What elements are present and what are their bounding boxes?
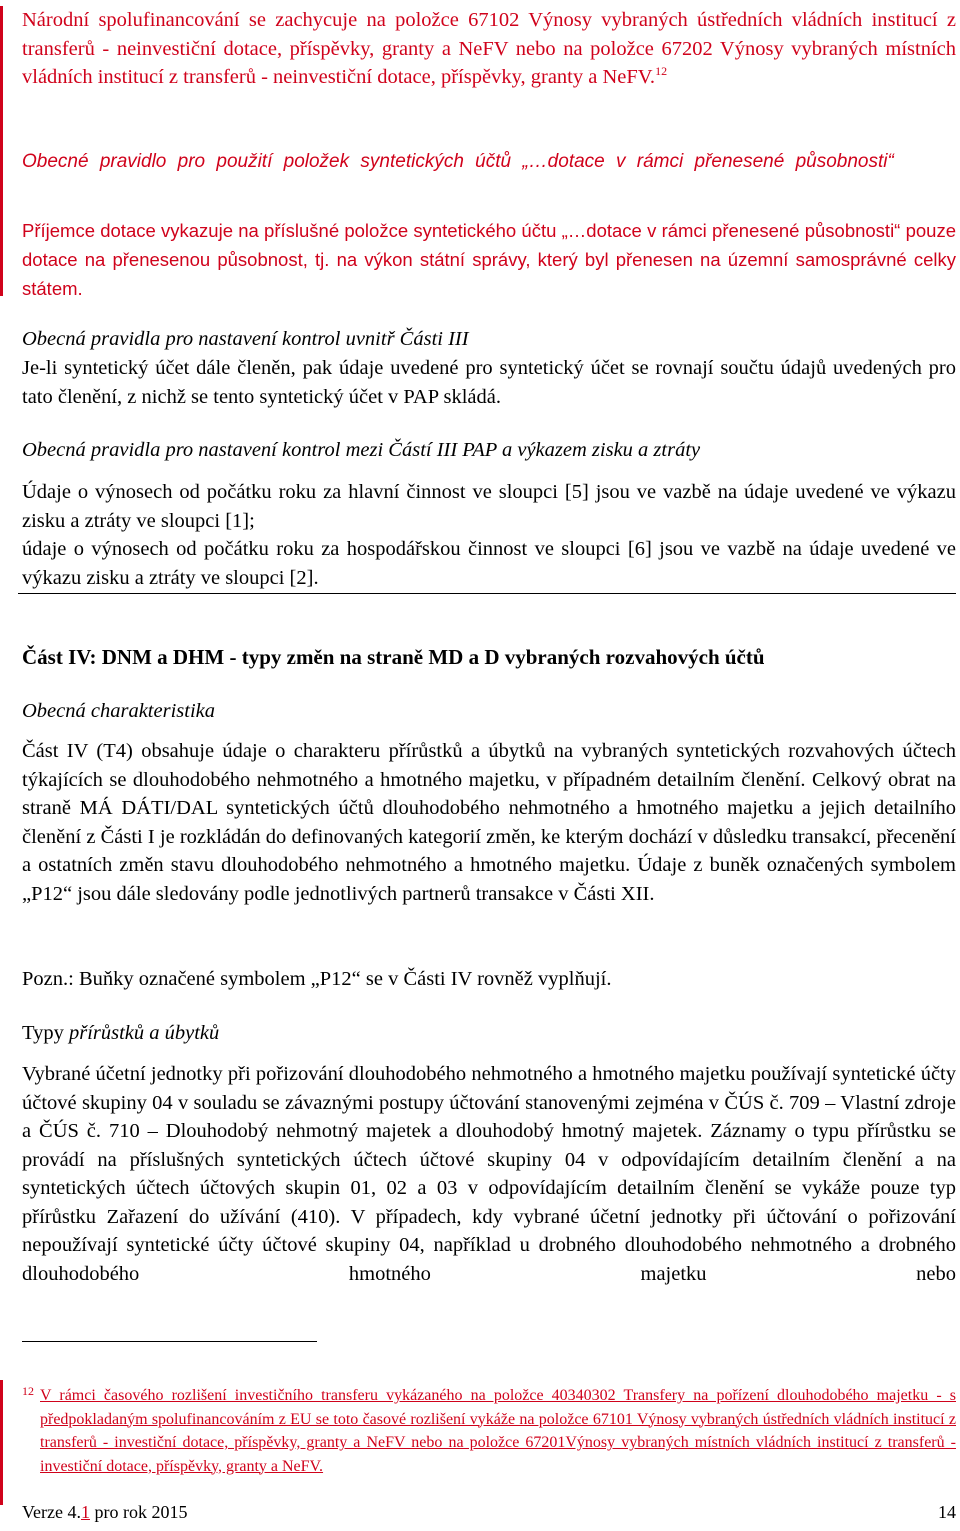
paragraph-national-cofinancing: Národní spolufinancování se zachycuje na položce 67102 Výnosy vybraných ústředních vládních institucí z transferů - neinvestiční dotace, příspěvky, granty a NeFV nebo na položce 67202 Výnosy vybraných místních vládních institucí z transferů - neinvestiční dotace, příspěvky, granty a NeFV.$^{12}$ xyxy=(22,9,956,88)
paragraph-controls-economic: údaje o výnosech od počátku roku za hospodářskou činnost ve sloupci [6] jsou ve vazbě na údaje uvedené ve výkazu zisku a ztráty ve sloupci [2]. xyxy=(22,538,956,589)
revision-bar xyxy=(0,1380,3,1505)
section-divider xyxy=(18,593,956,594)
version-label: Verze 4.1 pro rok 2015 xyxy=(22,1502,188,1522)
paragraph-types: Vybrané účetní jednotky při pořizování dlouhodobého nehmotného a hmotného majetku používají syntetické účty účtové skupiny 04 v souladu se závaznými postupy účtování stanovenými zejména v ČÚS č. 709 – Vlastní zdroje a ČÚS č. 710 – Dlouhodobý nehmotný majetek a dlouhodobý hmotný majetek. Záznamy o typu přírůstku se provádí na příslušných syntetických účtech účtové skupiny 04 v odpovídajícím detailním členění a na syntetických účtech účtových skupin 01, 02 a 03 v odpovídajícím detailním členění se vykáže pouze typ přírůstku Zařazení do užívání (410). V případech, kdy vybrané účetní jednotky při účtování o pořizování nepoužívají syntetické účty účtové skupiny 04, například u drobného dlouhodobého nehmotného a drobného dlouhodobého hmotného majetku nebo xyxy=(22,1063,956,1285)
heading-controls-inside: Obecná pravidla pro nastavení kontrol uvnitř Části III xyxy=(22,328,469,350)
part-iv-title: Část IV: DNM a DHM - typy změn na straně MD a D vybraných rozvahových účtů xyxy=(22,645,765,669)
paragraph-controls-inside: Je-li syntetický účet dále členěn, pak údaje uvedené pro syntetický účet se rovnají součtu údajů uvedených pro tato členění, z nichž se tento syntetický účet v PAP skládá. xyxy=(22,357,956,408)
footnote-text: V rámci časového rozlišení investičního transferu vykázaného na položce 40340302 Transfery na pořízení dlouhodobého majetku - s předpokladaným spolufinancováním z EU se toto časové rozlišení vykáže na položce 67101 Výnosy vybraných ústředních vládních institucí z transferů - investiční dotace, příspěvky, granty a NeFV nebo na položce 67201Výnosy vybraných místních vládních institucí z transferů - investiční dotace, příspěvky, granty a NeFV. xyxy=(40,1387,956,1475)
footnote xyxy=(22,1384,956,1478)
heading-types: Typy přírůstků a úbytků xyxy=(22,1022,220,1044)
footnote-ref[interactable]: 12 xyxy=(655,64,668,79)
paragraph-controls-main: Údaje o výnosech od počátku roku za hlavní činnost ve sloupci [5] jsou ve vazbě na údaje uvedené ve výkazu zisku a ztráty ve sloupci [1]; xyxy=(22,481,956,532)
page-number: 14 xyxy=(938,1502,956,1522)
heading-controls-between: Obecná pravidla pro nastavení kontrol mezi Částí III PAP a výkazem zisku a ztráty xyxy=(22,439,701,461)
paragraph-note: Pozn.: Buňky označené symbolem „P12“ se v Části IV rovněž vyplňují. xyxy=(22,968,612,990)
paragraph-characteristics: Část IV (T4) obsahuje údaje o charakteru přírůstků a úbytků na vybraných syntetických rozvahových účtech týkajících se dlouhodobého nehmotného a hmotného majetku, v případném detailním členění. Celkový obrat na straně MÁ DÁTI/DAL syntetických účtů dlouhodobého nehmotného a hmotného majetku a jejich detailního členění z Části I je rozkládán do definovaných kategorií změn, ke kterým dochází v důsledku transakcí, přecenění a ostatních změn stavu dlouhodobého nehmotného a hmotného majetku. Údaje z buněk označených symbolem „P12“ jsou dále sledovány podle jednotlivých partnerů transakce v Části XII. xyxy=(22,740,956,905)
footnote-separator xyxy=(22,1341,317,1342)
heading-characteristics: Obecná charakteristika xyxy=(22,700,215,722)
footnote-number: 12 xyxy=(22,1384,34,1398)
heading-dotace-rule: Obecné pravidlo pro použití položek syntetických účtů „…dotace v rámci přenesené působnosti“ xyxy=(22,151,894,172)
page-footer xyxy=(22,1502,956,1523)
paragraph-dotace-rule: Příjemce dotace vykazuje na příslušné položce syntetického účtu „…dotace v rámci přenesené působnosti“ pouze dotace na přenesenou působnost, tj. na výkon státní správy, který byl přenesen na územní samosprávné celky státem. xyxy=(22,220,956,299)
revision-bar xyxy=(0,6,3,296)
